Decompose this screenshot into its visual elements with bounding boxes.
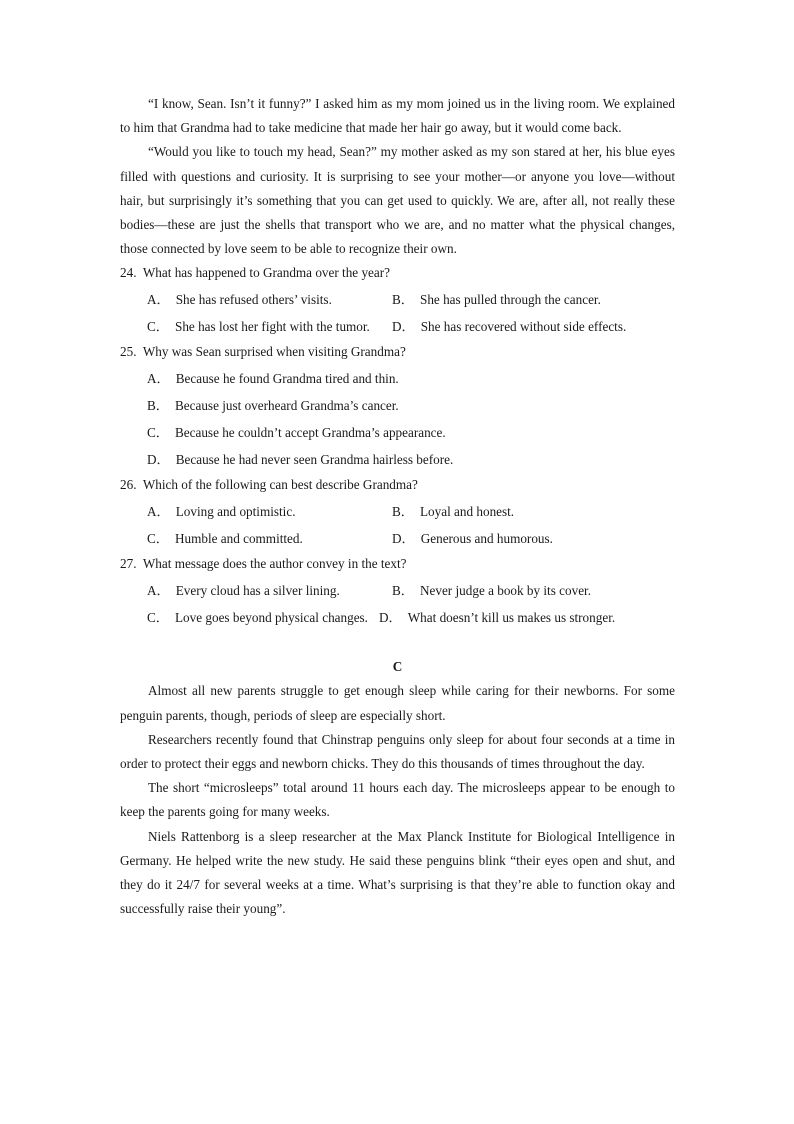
- question-text: What message does the author convey in the text?: [142, 556, 407, 572]
- option-b[interactable]: B． Never judge a book by its cover.: [392, 583, 592, 599]
- option-b[interactable]: B． Loyal and honest.: [392, 504, 515, 520]
- option-a[interactable]: A． Loving and optimistic.: [147, 504, 296, 520]
- passage-paragraph: Researchers recently found that Chinstrap penguins only sleep for about four seconds at a time in order to protect their eggs and newborn chicks. They do this thousands of times throughout the day.: [120, 731, 675, 772]
- option-c[interactable]: C． She has lost her fight with the tumor.: [147, 319, 370, 335]
- option-row: [120, 313, 675, 340]
- option-a[interactable]: A． Every cloud has a silver lining.: [147, 583, 340, 599]
- question-text: Which of the following can best describe Grandma?: [142, 477, 418, 493]
- option-row: [120, 365, 675, 392]
- question-number: 24.: [120, 265, 137, 281]
- question-27: [120, 552, 675, 631]
- exam-page: [120, 92, 675, 921]
- option-row: [120, 525, 675, 552]
- option-d[interactable]: D． Because he had never seen Grandma hairless before.: [147, 452, 454, 468]
- question-number: 27.: [120, 556, 137, 572]
- question-text: Why was Sean surprised when visiting Grandma?: [142, 344, 406, 360]
- option-row: [120, 604, 675, 631]
- question-number: 25.: [120, 344, 137, 360]
- question-stem: [120, 261, 675, 286]
- passage-paragraph: “I know, Sean. Isn’t it funny?” I asked him as my mom joined us in the living room. We explained to him that Grandma had to take medicine that made her hair go away, but it would come back.: [120, 96, 675, 136]
- option-a[interactable]: A． Because he found Grandma tired and thin.: [147, 371, 399, 387]
- question-24: [120, 261, 675, 340]
- option-c[interactable]: C． Humble and committed.: [147, 531, 303, 547]
- option-d[interactable]: D． Generous and humorous.: [392, 531, 553, 547]
- option-row: [120, 419, 675, 446]
- option-row: [120, 577, 675, 604]
- passage-paragraph: “Would you like to touch my head, Sean?” my mother asked as my son stared at her, his blue eyes filled with questions and curiosity. It is surprising to see your mother—or anyone you love—without hair, but surprisingly it’s something that you can get used to quickly. We are, after all, not really these bodies—these are just the shells that transport who we are, and no matter what the physical changes, those connected by love seem to be able to recognize their own.: [120, 144, 675, 257]
- passage-paragraph: Niels Rattenborg is a sleep researcher at the Max Planck Institute for Biological Intelligence in Germany. He helped write the new study. He said these penguins blink “their eyes open and shut, and they do it 24/7 for several weeks at a time. What’s surprising is that they’re able to function okay and successfully raise their young”.: [120, 828, 675, 917]
- question-stem: [120, 473, 675, 498]
- question-25: [120, 340, 675, 473]
- question-number: 26.: [120, 477, 137, 493]
- option-c[interactable]: C． Love goes beyond physical changes.: [147, 610, 368, 626]
- option-row: [120, 446, 675, 473]
- question-stem: [120, 552, 675, 577]
- option-d[interactable]: D． She has recovered without side effects.: [392, 319, 627, 335]
- option-b[interactable]: B． She has pulled through the cancer.: [392, 292, 601, 308]
- option-b[interactable]: B． Because just overheard Grandma’s cancer.: [147, 398, 399, 414]
- question-26: [120, 473, 675, 552]
- option-row: [120, 498, 675, 525]
- question-stem: [120, 340, 675, 365]
- section-title: C: [392, 659, 403, 675]
- passage-paragraph: Almost all new parents struggle to get enough sleep while caring for their newborns. For some penguin parents, though, periods of sleep are especially short.: [120, 683, 675, 723]
- option-row: [120, 286, 675, 313]
- option-c[interactable]: C． Because he couldn’t accept Grandma’s appearance.: [147, 425, 446, 441]
- passage-paragraph: The short “microsleeps” total around 11 hours each day. The microsleeps appear to be enough to keep the parents going for many weeks.: [120, 780, 675, 820]
- option-a[interactable]: A． She has refused others’ visits.: [147, 292, 332, 308]
- option-row: [120, 392, 675, 419]
- question-text: What has happened to Grandma over the year?: [142, 265, 390, 281]
- option-d[interactable]: D． What doesn’t kill us makes us stronger.: [379, 610, 616, 626]
